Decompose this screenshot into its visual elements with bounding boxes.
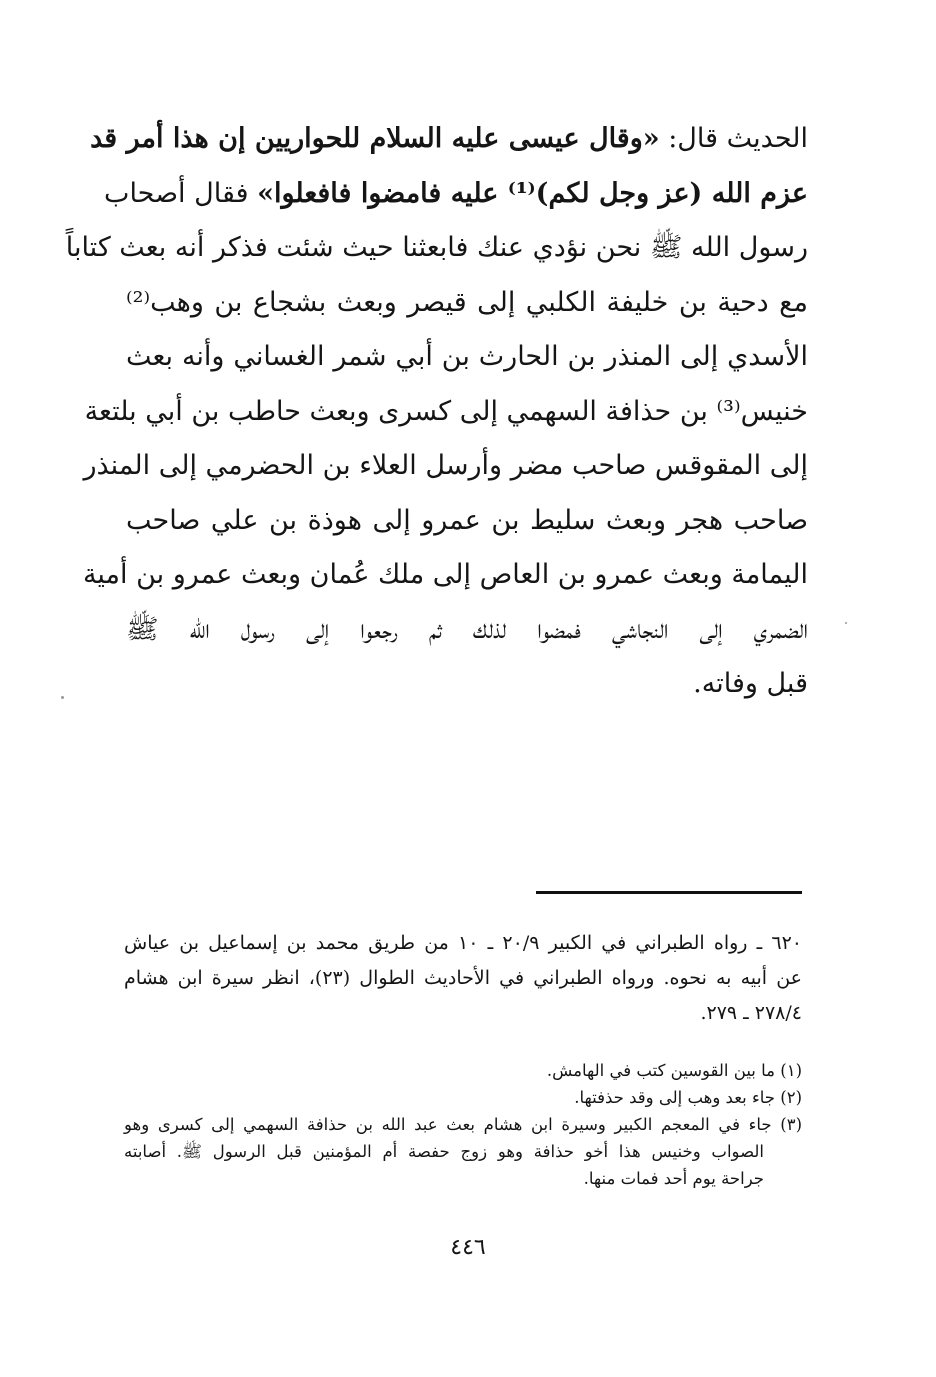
footnote-separator xyxy=(536,891,802,894)
footnote-2: (٢) جاء بعد وهب إلى وقد حذفتها. xyxy=(574,1088,802,1107)
source-line: ٢٧٨/٤ ـ ٢٧٩. xyxy=(700,1002,802,1024)
scan-speck xyxy=(61,696,64,699)
text-line: الأسدي إلى المنذر بن الحارث بن أبي شمر الغساني وأنه بعث xyxy=(126,341,808,372)
page-number: ٤٤٦ xyxy=(450,1235,486,1260)
footnote-3: (٣) جاء في المعجم الكبير وسيرة ابن هشام بعث عبد الله بن حذافة السهمي إلى كسرى وهو xyxy=(124,1115,802,1134)
hadith-source-note xyxy=(124,926,802,1031)
text-line: رسول الله ﷺ نحن نؤدي عنك فابعثنا حيث شئت فذكر أنه بعث كتاباً xyxy=(65,232,808,263)
text-line: إلى المقوقس صاحب مضر وأرسل العلاء بن الحضرمي إلى المنذر xyxy=(83,450,808,481)
footnote-1: (١) ما بين القوسين كتب في الهامش. xyxy=(546,1061,802,1080)
text-line: الحديث قال: «وقال عيسى عليه السلام للحواريين إن هذا أمر قد xyxy=(90,123,808,154)
scan-speck xyxy=(845,622,847,624)
text-line: عزم الله (عز وجل لكم)⁽¹⁾ عليه فامضوا فافعلوا» فقال أصحاب xyxy=(104,177,808,209)
text-line: مع دحية بن خليفة الكلبي إلى قيصر وبعث بشجاع بن وهب⁽²⁾ xyxy=(126,286,808,318)
footnotes xyxy=(124,1057,802,1192)
footnote-3-continued: جراحة يوم أحد فمات منها. xyxy=(583,1169,764,1188)
text-line: قبل وفاته. xyxy=(693,668,808,699)
source-line: عن أبيه به نحوه. ورواه الطبراني في الأحاديث الطوال (٢٣)، انظر سيرة ابن هشام xyxy=(124,967,803,989)
text-line: خنيس⁽³⁾ بن حذافة السهمي إلى كسرى وبعث حاطب بن أبي بلتعة xyxy=(84,395,808,427)
text-line: الضمري إلى النجاشي فمضوا لذلك ثم رجعوا إلى رسول الله ﷺ xyxy=(126,613,808,645)
main-hadith-text xyxy=(65,112,808,712)
text-line: اليمامة وبعث عمرو بن العاص إلى ملك عُمان وبعث عمرو بن أمية xyxy=(82,559,808,590)
text-line: صاحب هجر وبعث سليط بن عمرو إلى هوذة بن علي صاحب xyxy=(126,504,808,536)
source-line: ٦٢٠ ـ رواه الطبراني في الكبير ٢٠/٩ ـ ١٠ من طريق محمد بن إسماعيل بن عياش xyxy=(124,932,803,954)
footnote-3-continued: الصواب وخنيس هذا أخو حذافة وهو زوج حفصة أم المؤمنين قبل الرسول ﷺ. أصابته xyxy=(124,1142,764,1161)
